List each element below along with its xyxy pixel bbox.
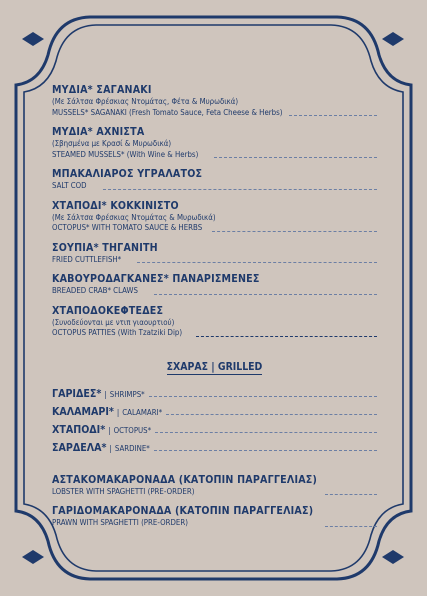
grill-item-greek: ΧΤΑΠΟΔΙ* <box>52 423 106 436</box>
item-description-greek: (Με Σάλτσα Φρέσκιας Ντομάτας, Φέτα & Μυρωδικά) <box>52 97 239 106</box>
grill-item <box>52 424 377 437</box>
grill-item-english: SARDINE* <box>114 443 150 453</box>
item-title-english: BREADED CRAB* CLAWS <box>52 286 138 295</box>
item-title-greek: ΜΥΔΙΑ* ΣΑΓΑΝΑΚΙ <box>52 84 152 96</box>
grill-item-separator: | <box>104 389 107 399</box>
grill-item-english: OCTOPUS* <box>113 425 152 435</box>
dotted-leader <box>103 189 377 190</box>
item-title-greek: ΣΟΥΠΙΑ* ΤΗΓΑΝΙΤΗ <box>52 241 158 254</box>
item-title-greek: ΧΤΑΠΟΔΙ* ΚΟΚΚΙΝΙΣΤΟ <box>52 199 179 212</box>
grill-item-separator: | <box>116 407 120 417</box>
grilled-section-heading <box>52 355 377 374</box>
menu-item <box>52 126 377 160</box>
menu-item <box>52 505 377 529</box>
dotted-leader <box>196 336 377 337</box>
menu-item <box>52 200 377 234</box>
item-title-english: OCTOPUS* WITH TOMATO SAUCE & HERBS <box>52 223 203 232</box>
item-title-english: FRIED CUTTLEFISH* <box>52 254 122 264</box>
item-title-english: PRAWN WITH SPAGHETTI (PRE-ORDER) <box>52 518 188 527</box>
menu-content <box>52 84 377 537</box>
dotted-leader <box>325 526 377 527</box>
item-title-greek: ΑΣΤΑΚΟΜΑΚΑΡΟΝΑΔΑ (ΚΑΤΟΠΙΝ ΠΑΡΑΓΓΕΛΙΑΣ) <box>52 473 318 486</box>
menu-item <box>52 168 377 192</box>
dotted-leader <box>289 115 378 116</box>
diamond-top-left <box>22 32 44 46</box>
menu-item <box>52 474 377 498</box>
grill-item <box>52 442 377 455</box>
dotted-leader <box>155 432 377 433</box>
item-title-greek: ΧΤΑΠΟΔΟΚΕΦΤΕΔΕΣ <box>52 304 164 317</box>
dotted-leader <box>214 157 377 158</box>
diamond-bottom-left <box>22 550 44 564</box>
diamond-top-right <box>382 32 404 46</box>
menu-item <box>52 273 377 297</box>
dotted-leader <box>212 231 377 232</box>
grill-item <box>52 406 377 419</box>
item-description-greek: (Σβησμένα με Κρασί & Μυρωδικά) <box>52 139 172 148</box>
dotted-leader <box>154 294 377 295</box>
dotted-leader <box>149 396 377 397</box>
item-title-english: LOBSTER WITH SPAGHETTI (PRE-ORDER) <box>52 486 195 496</box>
grill-item-english: SHRIMPS* <box>109 389 145 399</box>
dotted-leader <box>166 414 377 415</box>
item-title-english: MUSSELS* SAGANAKI (Fresh Tomato Sauce, Feta Cheese & Herbs) <box>52 107 283 117</box>
menu-item <box>52 305 377 339</box>
grill-item-separator: | <box>109 443 112 453</box>
item-title-greek: ΜΥΔΙΑ* ΑΧΝΙΣΤΑ <box>52 126 145 138</box>
grill-item-separator: | <box>108 425 111 435</box>
grill-item-greek: ΚΑΛΑΜΑΡΙ* <box>52 405 114 418</box>
diamond-bottom-right <box>382 550 404 564</box>
item-title-greek: ΜΠΑΚΑΛΙΑΡΟΣ ΥΓΡΑΛΑΤΟΣ <box>52 168 203 180</box>
item-title-english: STEAMED MUSSELS* (With Wine & Herbs) <box>52 149 199 159</box>
grilled-heading-text: ΣΧΑΡΑΣ | GRILLED <box>166 360 263 373</box>
item-description-greek: (Συνοδεύονται με ντιπ γιαουρτιού) <box>52 317 175 327</box>
item-title-greek: ΓΑΡΙΔΟΜΑΚΑΡΟΝΑΔΑ (ΚΑΤΟΠΙΝ ΠΑΡΑΓΓΕΛΙΑΣ) <box>52 505 314 517</box>
dotted-leader <box>325 494 377 495</box>
grill-item <box>52 388 377 401</box>
item-title-english: SALT COD <box>52 181 87 190</box>
menu-item <box>52 84 377 118</box>
item-title-greek: ΚΑΒΟΥΡΟΔΑΓΚΑΝΕΣ* ΠΑΝΑΡΙΣΜΕΝΕΣ <box>52 273 260 285</box>
grill-item-english: CALAMARI* <box>122 407 163 417</box>
item-description-greek: (Με Σάλτσα Φρέσκιας Ντομάτας & Μυρωδικά) <box>52 212 216 222</box>
item-title-english: OCTOPUS PATTIES (With Tzatziki Dip) <box>52 328 183 337</box>
grill-item-greek: ΓΑΡΙΔΕΣ* <box>52 387 102 400</box>
grill-item-greek: ΣΑΡΔΕΛΑ* <box>52 441 107 454</box>
dotted-leader <box>137 262 377 263</box>
dotted-leader <box>154 450 377 451</box>
menu-item <box>52 242 377 266</box>
